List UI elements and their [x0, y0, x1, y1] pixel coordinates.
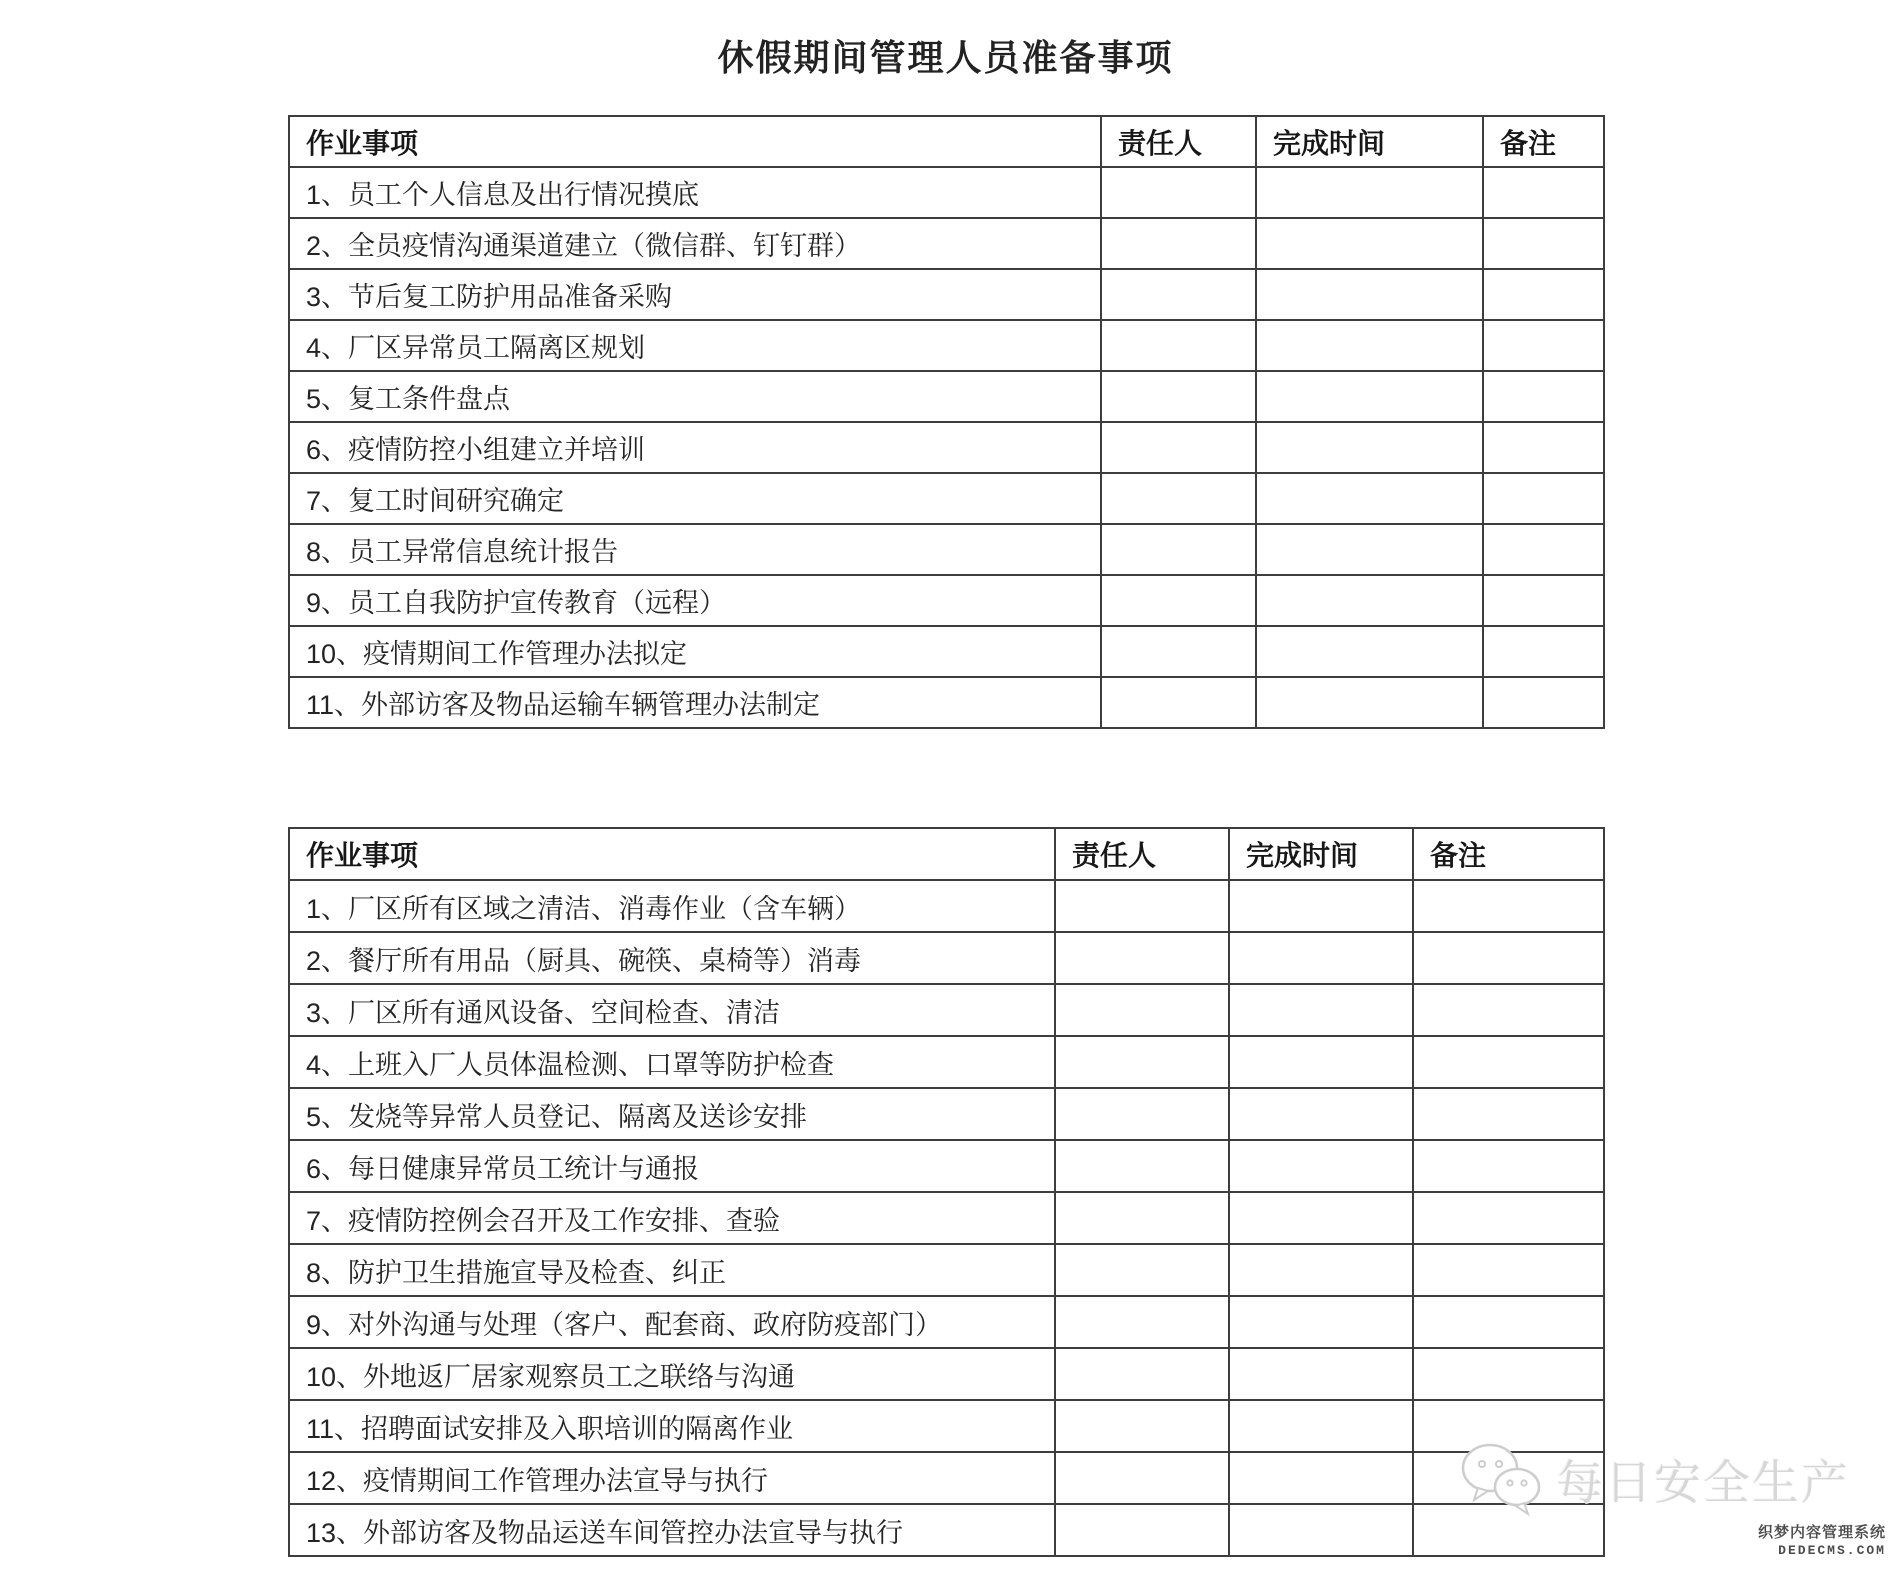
responsible-cell	[1055, 1296, 1229, 1348]
task-cell: 9、对外沟通与处理（客户、配套商、政府防疫部门）	[289, 1296, 1055, 1348]
remark-cell	[1483, 524, 1604, 575]
column-header-completion-time: 完成时间	[1256, 116, 1483, 167]
remark-cell	[1413, 880, 1604, 932]
table-row	[289, 422, 1604, 473]
table-row	[289, 167, 1604, 218]
task-cell: 9、员工自我防护宣传教育（远程）	[289, 575, 1101, 626]
table-row	[289, 880, 1604, 932]
completion-time-cell	[1256, 575, 1483, 626]
header-row	[289, 828, 1604, 880]
responsible-cell	[1055, 1504, 1229, 1556]
completion-time-cell	[1229, 1348, 1413, 1400]
table-row	[289, 984, 1604, 1036]
responsible-cell	[1055, 880, 1229, 932]
completion-time-cell	[1256, 167, 1483, 218]
responsible-cell	[1101, 320, 1256, 371]
task-cell: 10、外地返厂居家观察员工之联络与沟通	[289, 1348, 1055, 1400]
table-row	[289, 1504, 1604, 1556]
task-cell: 7、复工时间研究确定	[289, 473, 1101, 524]
column-header-completion-time: 完成时间	[1229, 828, 1413, 880]
responsible-cell	[1055, 1400, 1229, 1452]
responsible-cell	[1101, 473, 1256, 524]
footer-credit-cms-name: 织梦内容管理系统	[1757, 1524, 1886, 1541]
completion-time-cell	[1229, 1192, 1413, 1244]
table-row	[289, 1140, 1604, 1192]
table-row	[289, 626, 1604, 677]
responsible-cell	[1055, 1036, 1229, 1088]
remark-cell	[1413, 1140, 1604, 1192]
column-header-responsible: 责任人	[1101, 116, 1256, 167]
task-cell: 6、每日健康异常员工统计与通报	[289, 1140, 1055, 1192]
completion-time-cell	[1256, 320, 1483, 371]
responsible-cell	[1055, 1192, 1229, 1244]
responsible-cell	[1101, 575, 1256, 626]
table-row	[289, 473, 1604, 524]
column-header-task: 作业事项	[289, 116, 1101, 167]
remark-cell	[1483, 218, 1604, 269]
column-header-remark: 备注	[1483, 116, 1604, 167]
table-row	[289, 1036, 1604, 1088]
table-row	[289, 320, 1604, 371]
responsible-cell	[1055, 1348, 1229, 1400]
remark-cell	[1413, 1452, 1604, 1504]
column-header-task: 作业事项	[289, 828, 1055, 880]
remark-cell	[1413, 1036, 1604, 1088]
table-row	[289, 575, 1604, 626]
completion-time-cell	[1256, 626, 1483, 677]
responsible-cell	[1101, 524, 1256, 575]
completion-time-cell	[1229, 1452, 1413, 1504]
table-row	[289, 524, 1604, 575]
completion-time-cell	[1229, 1140, 1413, 1192]
completion-time-cell	[1256, 677, 1483, 728]
footer-credit-domain: DEDECMS.COM	[1778, 1542, 1886, 1558]
completion-time-cell	[1229, 1244, 1413, 1296]
remark-cell	[1483, 320, 1604, 371]
prep-table-daily-operations	[288, 827, 1605, 1557]
remark-cell	[1413, 1244, 1604, 1296]
remark-cell	[1413, 1192, 1604, 1244]
table-row	[289, 218, 1604, 269]
completion-time-cell	[1256, 524, 1483, 575]
remark-cell	[1483, 575, 1604, 626]
completion-time-cell	[1256, 218, 1483, 269]
task-cell: 11、外部访客及物品运输车辆管理办法制定	[289, 677, 1101, 728]
completion-time-cell	[1229, 1504, 1413, 1556]
responsible-cell	[1101, 422, 1256, 473]
remark-cell	[1413, 1504, 1604, 1556]
responsible-cell	[1055, 1244, 1229, 1296]
responsible-cell	[1055, 1088, 1229, 1140]
task-cell: 12、疫情期间工作管理办法宣导与执行	[289, 1452, 1055, 1504]
task-cell: 11、招聘面试安排及入职培训的隔离作业	[289, 1400, 1055, 1452]
remark-cell	[1483, 269, 1604, 320]
task-cell: 3、节后复工防护用品准备采购	[289, 269, 1101, 320]
page-title: 休假期间管理人员准备事项	[717, 37, 1174, 78]
table-row	[289, 269, 1604, 320]
task-cell: 8、员工异常信息统计报告	[289, 524, 1101, 575]
responsible-cell	[1101, 269, 1256, 320]
completion-time-cell	[1229, 880, 1413, 932]
completion-time-cell	[1229, 1400, 1413, 1452]
column-header-responsible: 责任人	[1055, 828, 1229, 880]
table-row	[289, 1400, 1604, 1452]
remark-cell	[1413, 1400, 1604, 1452]
prep-table-management-items	[288, 115, 1605, 729]
remark-cell	[1413, 984, 1604, 1036]
responsible-cell	[1101, 626, 1256, 677]
remark-cell	[1483, 473, 1604, 524]
completion-time-cell	[1229, 984, 1413, 1036]
completion-time-cell	[1256, 473, 1483, 524]
remark-cell	[1413, 1088, 1604, 1140]
task-cell: 1、员工个人信息及出行情况摸底	[289, 167, 1101, 218]
remark-cell	[1413, 932, 1604, 984]
responsible-cell	[1101, 371, 1256, 422]
task-cell: 13、外部访客及物品运送车间管控办法宣导与执行	[289, 1504, 1055, 1556]
task-cell: 4、厂区异常员工隔离区规划	[289, 320, 1101, 371]
table-row	[289, 1296, 1604, 1348]
table-row	[289, 677, 1604, 728]
table-row	[289, 371, 1604, 422]
task-cell: 5、发烧等异常人员登记、隔离及送诊安排	[289, 1088, 1055, 1140]
table-row	[289, 932, 1604, 984]
task-cell: 5、复工条件盘点	[289, 371, 1101, 422]
table-row	[289, 1088, 1604, 1140]
watermark-text: 每日安全生产	[1556, 1455, 1850, 1509]
task-cell: 2、全员疫情沟通渠道建立（微信群、钉钉群）	[289, 218, 1101, 269]
task-cell: 10、疫情期间工作管理办法拟定	[289, 626, 1101, 677]
task-cell: 2、餐厅所有用品（厨具、碗筷、桌椅等）消毒	[289, 932, 1055, 984]
task-cell: 8、防护卫生措施宣导及检查、纠正	[289, 1244, 1055, 1296]
remark-cell	[1483, 677, 1604, 728]
responsible-cell	[1055, 932, 1229, 984]
task-cell: 6、疫情防控小组建立并培训	[289, 422, 1101, 473]
completion-time-cell	[1256, 269, 1483, 320]
remark-cell	[1413, 1296, 1604, 1348]
table-row	[289, 1452, 1604, 1504]
responsible-cell	[1055, 984, 1229, 1036]
completion-time-cell	[1229, 1088, 1413, 1140]
column-header-remark: 备注	[1413, 828, 1604, 880]
completion-time-cell	[1256, 422, 1483, 473]
completion-time-cell	[1229, 1296, 1413, 1348]
responsible-cell	[1055, 1452, 1229, 1504]
task-cell: 1、厂区所有区域之清洁、消毒作业（含车辆）	[289, 880, 1055, 932]
completion-time-cell	[1256, 371, 1483, 422]
task-cell: 4、上班入厂人员体温检测、口罩等防护检查	[289, 1036, 1055, 1088]
task-cell: 7、疫情防控例会召开及工作安排、查验	[289, 1192, 1055, 1244]
header-row	[289, 116, 1604, 167]
completion-time-cell	[1229, 932, 1413, 984]
remark-cell	[1483, 422, 1604, 473]
responsible-cell	[1101, 167, 1256, 218]
remark-cell	[1483, 371, 1604, 422]
remark-cell	[1483, 167, 1604, 218]
responsible-cell	[1101, 677, 1256, 728]
remark-cell	[1483, 626, 1604, 677]
responsible-cell	[1055, 1140, 1229, 1192]
remark-cell	[1413, 1348, 1604, 1400]
footer-credit	[1758, 1524, 1886, 1559]
responsible-cell	[1101, 218, 1256, 269]
task-cell: 3、厂区所有通风设备、空间检查、清洁	[289, 984, 1055, 1036]
completion-time-cell	[1229, 1036, 1413, 1088]
table-row	[289, 1244, 1604, 1296]
table-row	[289, 1192, 1604, 1244]
table-row	[289, 1348, 1604, 1400]
